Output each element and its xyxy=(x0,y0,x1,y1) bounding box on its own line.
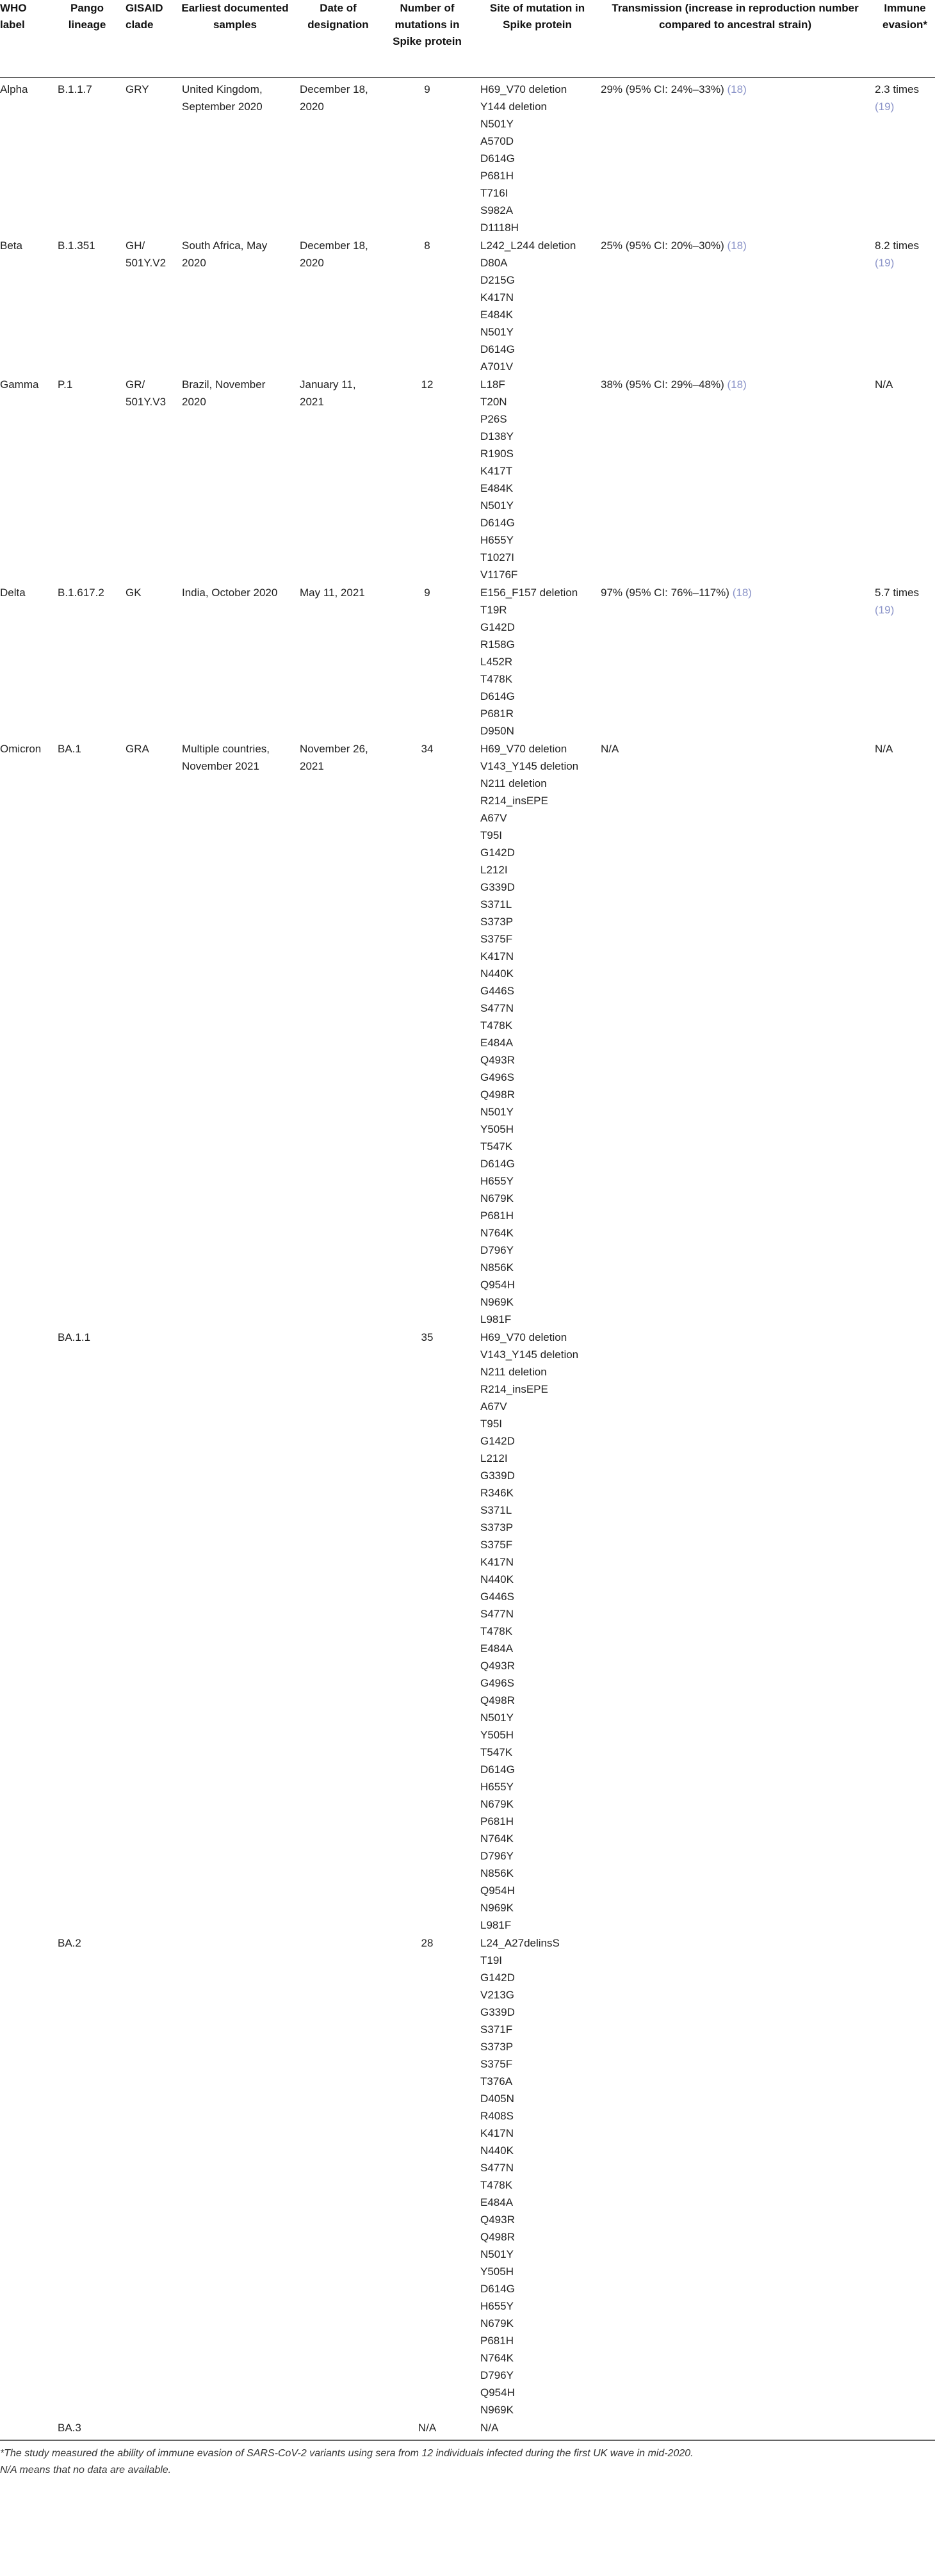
mutation-item: N440K xyxy=(480,2144,514,2157)
mutation-count-cell: 28 xyxy=(421,1937,434,1949)
mutation-item: D614G xyxy=(480,690,515,702)
mutation-item: Q954H xyxy=(480,1279,515,1291)
mutation-item: D614G xyxy=(480,152,515,165)
mutation-item: N501Y xyxy=(480,2248,514,2260)
table-row xyxy=(0,81,935,236)
mutation-item: A570D xyxy=(480,135,514,147)
reference-link[interactable]: (18) xyxy=(727,378,747,391)
mutation-item: E156_F157 deletion xyxy=(480,587,578,599)
mutation-item: S371F xyxy=(480,2023,513,2036)
mutation-count-cell: 9 xyxy=(424,587,430,599)
immune-evasion-value: 2.3 times xyxy=(875,83,919,95)
transmission-cell xyxy=(601,376,870,393)
mutation-item: K417N xyxy=(480,1556,514,1568)
mutation-item: Q498R xyxy=(480,1694,515,1706)
transmission-value: N/A xyxy=(601,743,619,755)
reference-link[interactable]: (19) xyxy=(875,101,895,113)
table-row xyxy=(0,2419,935,2436)
mutation-item: Q954H xyxy=(480,2386,515,2399)
mutation-item: N856K xyxy=(480,1261,514,1274)
pango-cell: BA.1.1 xyxy=(58,1331,91,1343)
immune-evasion-cell xyxy=(875,740,935,757)
designation-cell: December 18, 2020 xyxy=(300,239,368,269)
mutation-item: K417N xyxy=(480,950,514,962)
mutation-item: N440K xyxy=(480,968,514,980)
mutation-item: N969K xyxy=(480,2404,514,2416)
transmission-value: 29% (95% CI: 24%–33%) xyxy=(601,83,724,95)
transmission-cell xyxy=(601,740,870,757)
mutation-item: V1176F xyxy=(480,569,518,581)
designation-cell: December 18, 2020 xyxy=(300,83,368,113)
mutation-item: P26S xyxy=(480,413,507,425)
mutation-item: P681H xyxy=(480,1210,514,1222)
earliest-cell: South Africa, May 2020 xyxy=(182,239,268,269)
mutation-item: Y505H xyxy=(480,1123,514,1135)
mutation-item: E484K xyxy=(480,482,514,494)
mutation-item: S477N xyxy=(480,1608,514,1620)
pango-cell: B.1.617.2 xyxy=(58,587,104,599)
table-row xyxy=(0,1329,935,1934)
transmission-value: 38% (95% CI: 29%–48%) xyxy=(601,378,724,391)
earliest-cell: Brazil, November 2020 xyxy=(182,378,266,408)
designation-cell: January 11, 2021 xyxy=(300,378,356,408)
mutation-item: K417T xyxy=(480,465,513,477)
mutation-item: N501Y xyxy=(480,1712,514,1724)
mutation-item: N/A xyxy=(480,2422,499,2434)
pango-cell: BA.1 xyxy=(58,743,81,755)
mutation-item: G339D xyxy=(480,1470,515,1482)
gisaid-cell: GK xyxy=(126,587,142,599)
earliest-cell: Multiple countries, November 2021 xyxy=(182,743,270,772)
mutation-item: V213G xyxy=(480,1989,514,2001)
mutation-item: A67V xyxy=(480,1400,507,1413)
mutation-item: S375F xyxy=(480,1539,513,1551)
pango-cell: B.1.351 xyxy=(58,239,95,252)
table-footnote: N/A means that no data are available. xyxy=(0,2465,172,2475)
who-cell: Alpha xyxy=(0,83,28,95)
immune-evasion-value: N/A xyxy=(875,743,893,755)
mutation-item: T95I xyxy=(480,1418,503,1430)
header-earliest-samples: Earliest documented samples xyxy=(181,2,289,31)
mutation-item: H69_V70 deletion xyxy=(480,743,567,755)
who-cell: Omicron xyxy=(0,743,42,755)
mutation-item: H655Y xyxy=(480,1175,514,1187)
mutation-item: D614G xyxy=(480,343,515,355)
designation-cell: May 11, 2021 xyxy=(300,587,365,599)
mutation-item: G446S xyxy=(480,1591,514,1603)
immune-evasion-cell xyxy=(875,237,935,271)
mutation-item: L981F xyxy=(480,1313,512,1325)
who-cell: Beta xyxy=(0,239,22,252)
mutation-item: S375F xyxy=(480,2058,513,2070)
header-mutation-sites: Site of mutation in Spike protein xyxy=(489,2,585,31)
mutation-item: L212I xyxy=(480,864,508,876)
mutation-item: T478K xyxy=(480,673,513,685)
mutation-item: E484A xyxy=(480,2196,514,2208)
mutation-item: T547K xyxy=(480,1746,513,1758)
mutation-item: N679K xyxy=(480,2317,514,2329)
mutation-item: K417N xyxy=(480,2127,514,2139)
mutation-item: D614G xyxy=(480,1158,515,1170)
mutation-count-cell: 34 xyxy=(421,743,434,755)
gisaid-cell: GRY xyxy=(126,83,149,95)
pango-cell: P.1 xyxy=(58,378,73,391)
mutation-item: S477N xyxy=(480,1002,514,1014)
reference-link[interactable]: (18) xyxy=(732,587,752,599)
header-date-designation: Date of designation xyxy=(307,2,369,31)
header-gisaid-clade: GISAID clade xyxy=(126,2,163,31)
mutation-item: S373P xyxy=(480,916,514,928)
mutation-item: R408S xyxy=(480,2110,514,2122)
mutation-item: D614G xyxy=(480,517,515,529)
mutation-item: Y144 deletion xyxy=(480,101,547,113)
immune-evasion-value: 8.2 times xyxy=(875,239,919,252)
immune-evasion-cell xyxy=(875,584,935,619)
table-row xyxy=(0,584,935,740)
reference-link[interactable]: (18) xyxy=(727,83,747,95)
mutation-item: S371L xyxy=(480,898,512,911)
mutation-item: G339D xyxy=(480,881,515,893)
mutation-item: G446S xyxy=(480,985,514,997)
gisaid-cell: GR/ 501Y.V3 xyxy=(126,378,167,408)
mutation-item: D950N xyxy=(480,725,514,737)
pango-cell: BA.2 xyxy=(58,1937,81,1949)
earliest-cell: India, October 2020 xyxy=(182,587,278,599)
mutation-item: Q493R xyxy=(480,1054,515,1066)
who-cell: Delta xyxy=(0,587,26,599)
mutation-item: S477N xyxy=(480,2162,514,2174)
mutation-item: N679K xyxy=(480,1192,514,1204)
mutation-item: R346K xyxy=(480,1487,514,1499)
mutation-site-list xyxy=(480,1934,598,2418)
mutation-count-cell: 8 xyxy=(424,239,430,252)
mutation-item: N679K xyxy=(480,1798,514,1810)
mutation-site-list xyxy=(480,237,598,375)
immune-evasion-cell xyxy=(875,376,935,393)
header-who-label: WHO label xyxy=(0,2,27,31)
mutation-item: Q493R xyxy=(480,2214,515,2226)
transmission-value: 25% (95% CI: 20%–30%) xyxy=(601,239,724,252)
mutation-item: Q954H xyxy=(480,1884,515,1897)
mutation-item: D138Y xyxy=(480,430,514,442)
mutation-item: S982A xyxy=(480,204,514,216)
table-footnote: *The study measured the ability of immune evasion of SARS-CoV-2 variants using sera from 12 individuals infected during the first UK wave in mid-2020. xyxy=(0,2448,694,2459)
table-bottom-rule xyxy=(0,2440,935,2441)
mutation-item: H655Y xyxy=(480,534,514,546)
mutation-item: G142D xyxy=(480,1435,515,1447)
mutation-item: T547K xyxy=(480,1140,513,1153)
header-transmission: Transmission (increase in reproduction number compared to ancestral strain) xyxy=(612,2,859,31)
mutation-item: T478K xyxy=(480,1019,513,1032)
mutation-item: E484A xyxy=(480,1642,514,1655)
gisaid-cell: GRA xyxy=(126,743,149,755)
mutation-item: G496S xyxy=(480,1677,514,1689)
mutation-item: N501Y xyxy=(480,118,514,130)
mutation-count-cell: 9 xyxy=(424,83,430,95)
mutation-site-list xyxy=(480,1329,598,1934)
mutation-item: G142D xyxy=(480,847,515,859)
table-row xyxy=(0,740,935,1328)
mutation-item: T478K xyxy=(480,2179,513,2191)
mutation-item: N764K xyxy=(480,1833,514,1845)
mutation-item: L24_A27delinsS xyxy=(480,1937,560,1949)
immune-evasion-cell xyxy=(875,81,935,115)
mutation-item: T716I xyxy=(480,187,508,199)
mutation-item: D1118H xyxy=(480,222,519,234)
table-row xyxy=(0,1934,935,2418)
mutation-item: A701V xyxy=(480,360,514,373)
mutation-item: H69_V70 deletion xyxy=(480,1331,567,1343)
mutation-item: N440K xyxy=(480,1573,514,1585)
mutation-site-list xyxy=(480,2419,598,2436)
mutation-site-list xyxy=(480,740,598,1328)
header-pango-lineage: Pango lineage xyxy=(68,2,106,31)
mutation-item: D614G xyxy=(480,2283,515,2295)
mutation-site-list xyxy=(480,81,598,236)
mutation-item: T19R xyxy=(480,604,507,616)
mutation-item: R158G xyxy=(480,638,515,651)
mutation-item: T478K xyxy=(480,1625,513,1637)
mutation-item: D80A xyxy=(480,257,508,269)
mutation-item: G496S xyxy=(480,1071,514,1083)
mutation-item: Q498R xyxy=(480,2231,515,2243)
mutation-item: S371L xyxy=(480,1504,512,1516)
header-immune-evasion: Immune evasion* xyxy=(882,2,927,31)
mutation-item: R214_insEPE xyxy=(480,1383,548,1395)
mutation-item: N969K xyxy=(480,1902,514,1914)
mutation-item: T19I xyxy=(480,1954,503,1966)
mutation-item: S373P xyxy=(480,1521,514,1534)
reference-link[interactable]: (19) xyxy=(875,257,895,269)
transmission-cell xyxy=(601,584,870,601)
mutation-item: Y505H xyxy=(480,2265,514,2278)
mutation-item: E484A xyxy=(480,1037,514,1049)
mutation-item: N501Y xyxy=(480,326,514,338)
reference-link[interactable]: (18) xyxy=(727,239,747,252)
mutation-count-cell: N/A xyxy=(418,2422,437,2434)
mutation-item: D796Y xyxy=(480,1850,514,1862)
mutation-item: P681R xyxy=(480,708,514,720)
mutation-item: L212I xyxy=(480,1452,508,1464)
mutation-item: L18F xyxy=(480,378,505,391)
mutation-item: P681H xyxy=(480,2335,514,2347)
mutation-item: T95I xyxy=(480,829,503,841)
mutation-item: N211 deletion xyxy=(480,777,547,790)
mutation-item: H655Y xyxy=(480,2300,514,2312)
mutation-item: N501Y xyxy=(480,499,514,512)
mutation-item: L452R xyxy=(480,656,513,668)
mutation-item: P681H xyxy=(480,1815,514,1827)
pango-cell: BA.3 xyxy=(58,2422,81,2434)
mutation-site-list xyxy=(480,376,598,583)
mutation-item: T20N xyxy=(480,396,507,408)
mutation-item: Q498R xyxy=(480,1089,515,1101)
table-row xyxy=(0,237,935,375)
mutation-item: R190S xyxy=(480,448,514,460)
mutation-item: N856K xyxy=(480,1867,514,1879)
transmission-value: 97% (95% CI: 76%–117%) xyxy=(601,587,729,599)
header-mutation-count: Number of mutations in Spike protein xyxy=(393,2,462,47)
mutation-item: N211 deletion xyxy=(480,1366,547,1378)
mutation-item: N764K xyxy=(480,2352,514,2364)
mutation-item: Q493R xyxy=(480,1660,515,1672)
table-row xyxy=(0,376,935,583)
mutation-item: V143_Y145 deletion xyxy=(480,1349,579,1361)
mutation-item: K417N xyxy=(480,291,514,304)
mutation-item: T1027I xyxy=(480,551,514,563)
mutation-item: S373P xyxy=(480,2041,514,2053)
mutation-item: L981F xyxy=(480,1919,512,1931)
mutation-item: H69_V70 deletion xyxy=(480,83,567,95)
mutation-item: N969K xyxy=(480,1296,514,1308)
pango-cell: B.1.1.7 xyxy=(58,83,92,95)
mutation-site-list xyxy=(480,584,598,740)
mutation-item: N764K xyxy=(480,1227,514,1239)
mutation-item: P681H xyxy=(480,170,514,182)
mutation-item: D796Y xyxy=(480,1244,514,1256)
mutation-count-cell: 35 xyxy=(421,1331,434,1343)
mutation-item: N501Y xyxy=(480,1106,514,1118)
mutation-item: D405N xyxy=(480,2093,514,2105)
mutation-item: G339D xyxy=(480,2006,515,2018)
mutation-item: E484K xyxy=(480,309,514,321)
mutation-item: S375F xyxy=(480,933,513,945)
mutation-count-cell: 12 xyxy=(421,378,434,391)
mutation-item: D614G xyxy=(480,1763,515,1776)
transmission-cell xyxy=(601,237,870,254)
mutation-item: G142D xyxy=(480,621,515,633)
mutation-item: R214_insEPE xyxy=(480,795,548,807)
immune-evasion-value: 5.7 times xyxy=(875,587,919,599)
mutation-item: Y505H xyxy=(480,1729,514,1741)
mutation-item: H655Y xyxy=(480,1781,514,1793)
reference-link[interactable]: (19) xyxy=(875,604,895,616)
mutation-item: L242_L244 deletion xyxy=(480,239,576,252)
gisaid-cell: GH/ 501Y.V2 xyxy=(126,239,167,269)
mutation-item: A67V xyxy=(480,812,507,824)
mutation-item: V143_Y145 deletion xyxy=(480,760,579,772)
table-header xyxy=(0,0,935,70)
transmission-cell xyxy=(601,81,870,98)
mutation-item: D796Y xyxy=(480,2369,514,2381)
mutation-item: G142D xyxy=(480,1972,515,1984)
who-cell: Gamma xyxy=(0,378,39,391)
earliest-cell: United Kingdom, September 2020 xyxy=(182,83,263,113)
header-rule xyxy=(0,77,935,78)
designation-cell: November 26, 2021 xyxy=(300,743,368,772)
immune-evasion-value: N/A xyxy=(875,378,893,391)
mutation-item: T376A xyxy=(480,2075,513,2087)
mutation-item: D215G xyxy=(480,274,515,286)
